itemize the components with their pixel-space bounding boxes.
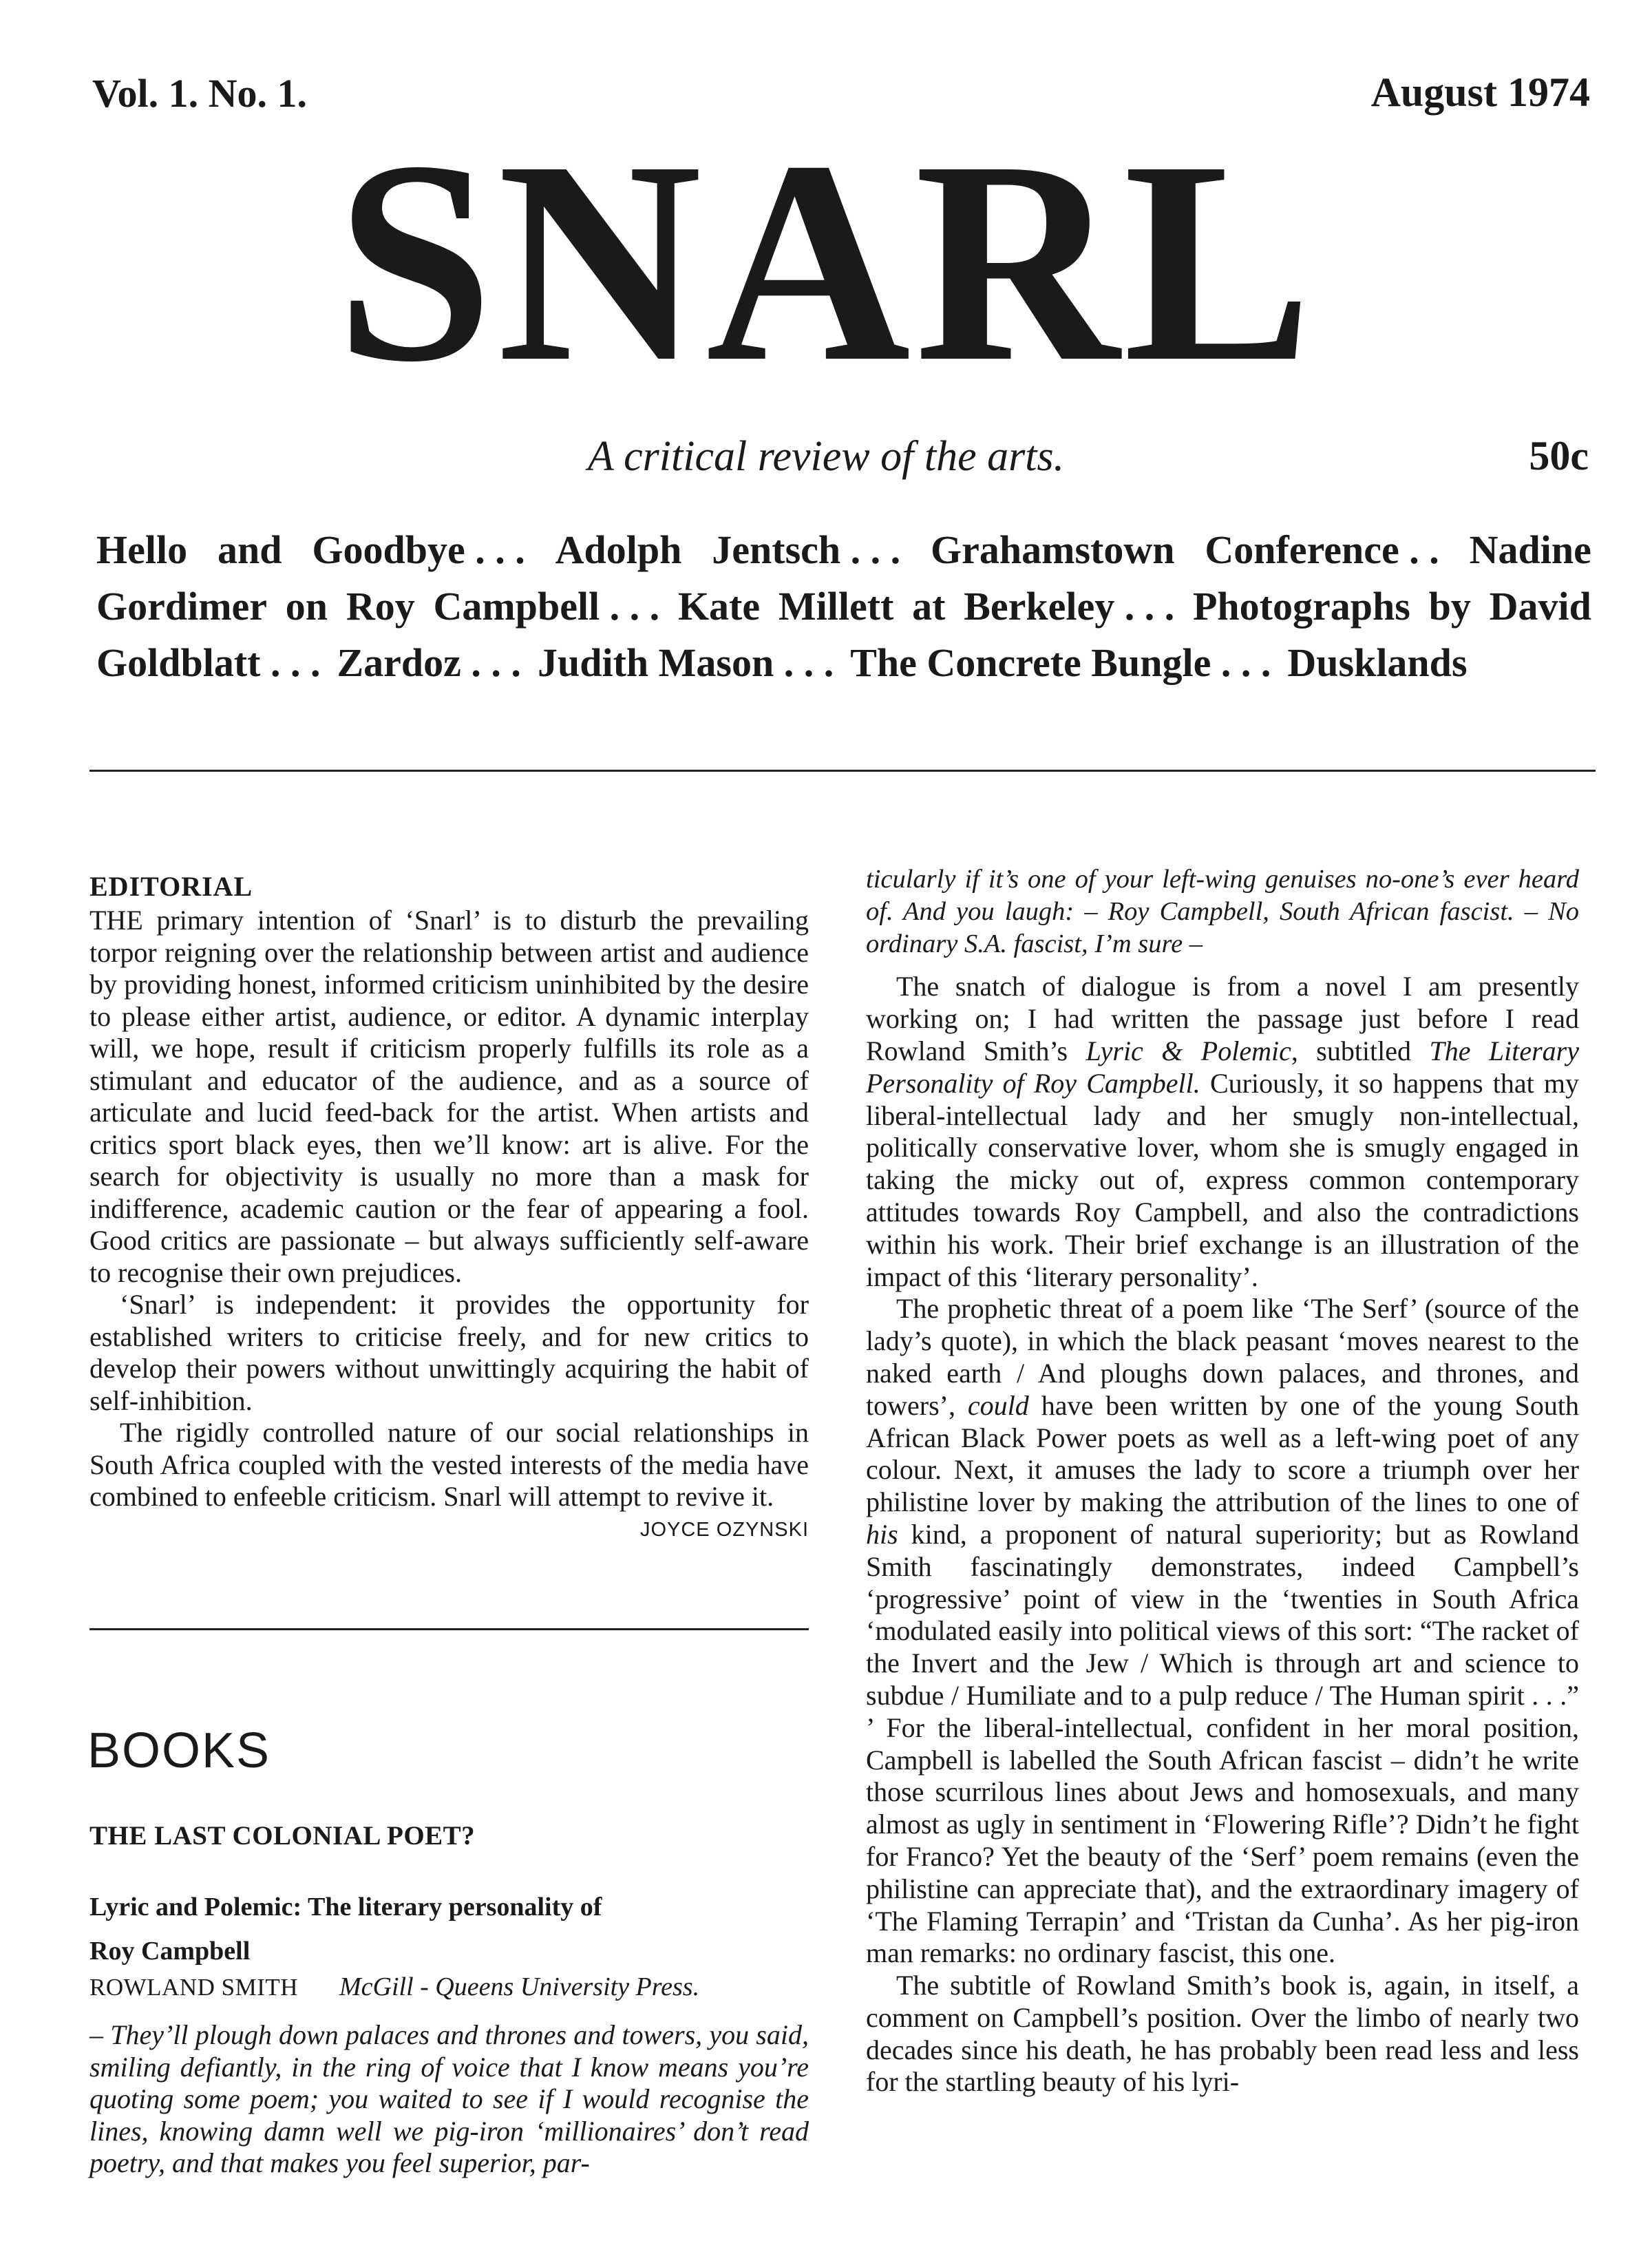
volume-number: Vol. 1. No. 1. (92, 71, 308, 116)
contents-word: Kate (677, 584, 761, 629)
editorial-heading: EDITORIAL (89, 871, 253, 902)
divider-mid (89, 1628, 809, 1630)
contents-word: Gordimer (96, 584, 268, 629)
contents-line-2 (96, 578, 1591, 635)
book-title-line: Roy Campbell (89, 1937, 251, 1966)
article-title: THE LAST COLONIAL POET? (89, 1821, 476, 1851)
book-author: ROWLAND SMITH (89, 1974, 299, 2001)
contents-word: at (912, 584, 946, 629)
text-run: kind, a proponent of natural superiority; but as Rowland Smith fascinatingly demonstrates, indeed Campbell’s ‘progressive’ point of view in the ‘twenties in South Africa ‘modulated easily into political views of this sort: “The racket of the Invert and the Jew / Which is through art and science to subdue / Humiliate and to a pulp reduce / The Human spirit . . .” ’ For the liberal-intellectual, confident in her moral position, Campbell is labelled the South African fascist – didn’t he write those scurrilous lines about Jews and homosexuals, and many almost as ugly in sentiment in ‘Flowering Rifle’? Didn’t he fight for Franco? Yet the beauty of the ‘Serf’ poem remains (even the philistine can appreciate that), and the extraordinary imagery of ‘The Flaming Terrapin’ and ‘Tristan da Cunha’. As her pig-iron man remarks: no ordinary fascist, this one. (866, 1518, 1579, 1969)
price: 50c (1529, 433, 1589, 478)
contents-line-1 (96, 522, 1591, 578)
article-intro: – They’ll plough down palaces and thrones and towers, you said, smiling defiantly, in the ring of voice that I know means you’re quoting some poem; you waited to see if I would recognise the lines, knowing damn well we pig-iron ‘millionaires’ don’t read poetry, and that makes you feel superior, par- (89, 2019, 809, 2178)
contents-line-3 (96, 635, 1591, 691)
emphasis: his (866, 1518, 898, 1550)
text-run: , subtitled (1291, 1035, 1430, 1066)
contents-word: Hello (96, 527, 188, 572)
article-paragraph (866, 1293, 1579, 1970)
editorial-paragraph: ‘Snarl’ is independent: it provides the opportunity for established writers to criticise freely, and for new critics to develop their powers without unwittingly acquiring the habit of self-inhibition. (89, 1289, 809, 1416)
contents-word: Zardoz . . . (337, 640, 521, 685)
contents-word: Millett (778, 584, 894, 629)
editorial-author: JOYCE OZYNSKI (639, 1518, 809, 1541)
contents-word: Goodbye . . . (312, 527, 525, 572)
contents-word: Jentsch . . . (712, 527, 901, 572)
editorial-section (89, 869, 809, 1541)
contents-word: The Concrete Bungle . . . (850, 640, 1271, 685)
books-section-heading: BOOKS (87, 1723, 271, 1778)
editorial-paragraph: The rigidly controlled nature of our social relationships in South Africa coupled with the vested interests of the media have combined to enfeeble criticism. Snarl will attempt to revive it. (89, 1417, 809, 1512)
article-paragraph: The subtitle of Rowland Smith’s book is, again, in itself, a comment on Campbell’s position. Over the limbo of nearly two decades since his death, he has probably been read less and less for the startling beauty of his lyri- (866, 1970, 1579, 2098)
editorial-paragraph: THE primary intention of ‘Snarl’ is to disturb the prevailing torpor reigning over the relationship between artist and audience by providing honest, informed criticism uninhibited by the desire to please either artist, audience, or editor. A dynamic interplay will, we hope, result if criticism properly fulfills its role as a stimulant and educator of the audience, and as a source of articulate and lucid feed-back for the artist. When artists and critics sport black eyes, then we’ll know: art is alive. For the search for objectivity is usually no more than a mask for indifference, academic caution or the fear of appearing a fool. Good critics are passionate – but always sufficiently self-aware to recognise their own prejudices. (89, 905, 809, 1288)
contents-word: Dusklands (1287, 640, 1468, 685)
divider-top (89, 770, 1596, 772)
contents-word: Nadine (1469, 527, 1591, 572)
contents-word: Adolph (555, 527, 682, 572)
contents-word: Goldblatt . . . (96, 640, 321, 685)
book-title-ref: Lyric & Polemic (1086, 1035, 1291, 1066)
contents-word: David (1489, 584, 1591, 629)
text-run: The snatch of dialogue is from a novel I am presently working on; I had written the passage just before I read Rowland Smith’s (866, 971, 1579, 1066)
masthead-title: SNARL (335, 101, 1317, 421)
text-run: have been written by one of the young South African Black Power poets as well as a left-wing poet of any colour. Next, it amuses the lady to score a triumph over her philistine lover by making the attribution of the lines to one of (866, 1389, 1579, 1518)
book-title-line: Lyric and Polemic: The literary personality of (89, 1893, 602, 1921)
contents-list (96, 522, 1591, 691)
contents-word: on (285, 584, 328, 629)
contents-word: Berkeley . . . (964, 584, 1175, 629)
book-publisher: McGill - Queens University Press. (339, 1972, 700, 2001)
contents-word: Grahamstown (931, 527, 1175, 572)
text-run: Curiously, it so happens that my liberal-intellectual lady and her smugly non-intellectual, politically conservative lover, whom she is smugly engaged in taking the micky out of, express common contemporary attitudes towards Roy Campbell, and also the contradictions within his work. Their brief exchange is an illustration of the impact of this ‘literary personality’. (866, 1067, 1580, 1292)
contents-word: Campbell . . . (433, 584, 660, 629)
book-subtitle-ref: The Literary Personality of Roy Campbell. (866, 1035, 1579, 1099)
article-continued (866, 863, 1579, 2098)
article-paragraph (866, 971, 1579, 1293)
book-title (89, 1885, 809, 1973)
issue-date: August 1974 (1370, 70, 1590, 115)
emphasis: could (967, 1389, 1029, 1421)
contents-word: Roy (346, 584, 415, 629)
tagline: A critical review of the arts. (587, 433, 1065, 480)
contents-word: by (1428, 584, 1471, 629)
contents-word: Photographs (1193, 584, 1410, 629)
book-meta (89, 1972, 809, 2002)
text-run: The prophetic threat of a poem like ‘The Serf’ (source of the lady’s quote), in which the black peasant ‘moves nearest to the naked earth / And ploughs down palaces, and thrones, and towers’, (866, 1293, 1579, 1421)
article-lead: ticularly if it’s one of your left-wing genuises no-one’s ever heard of. And you laugh: – Roy Campbell, South African fascist. – No ordinary S.A. fascist, I’m sure – (866, 865, 1579, 958)
contents-word: Judith Mason . . . (537, 640, 834, 685)
contents-word: and (217, 527, 282, 572)
contents-word: Conference . . (1205, 527, 1439, 572)
